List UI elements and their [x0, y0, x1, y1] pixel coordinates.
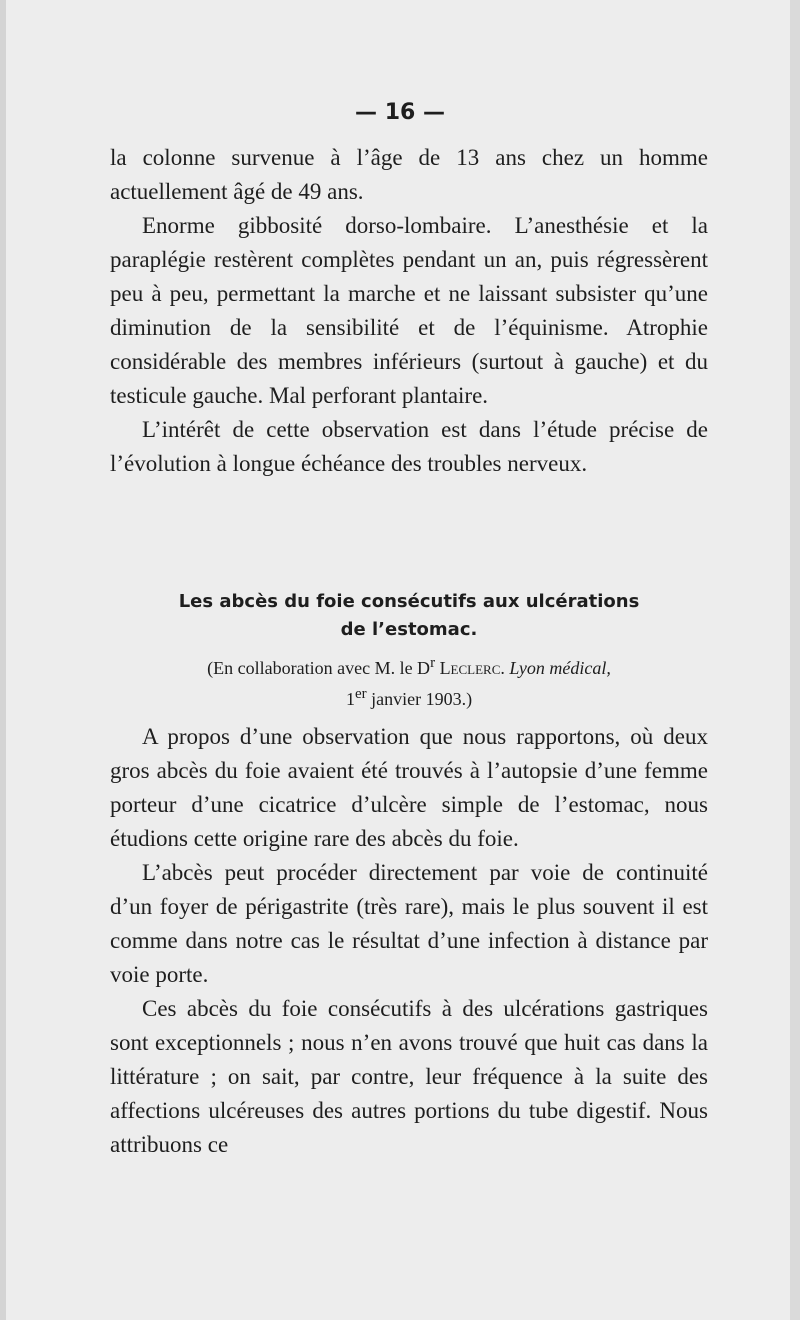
reference-citation	[110, 650, 708, 712]
page-number: — 16 —	[355, 100, 445, 125]
paragraph: L’intérêt de cette observation est dans l’étude précise de l’évolution à longue échéance des troubles nerveux.	[110, 417, 708, 476]
reference-day-sup: er	[354, 686, 367, 702]
reference-author: Leclerc	[439, 658, 501, 678]
text-block-bottom	[110, 720, 708, 1162]
paragraph: la colonne survenue à l’âge de 13 ans chez un homme actuellement âgé de 49 ans.	[110, 145, 708, 204]
section-title-line: Les abcès du foie consécutifs aux ulcérations	[178, 591, 640, 612]
reference-day: 1	[345, 689, 355, 709]
reference-sup: r	[430, 655, 436, 671]
section-title	[110, 588, 708, 644]
paragraph: Ces abcès du foie consécutifs à des ulcérations gastriques sont exceptionnels ; nous n’en avons trouvé que huit cas dans la littérature ; on sait, par contre, leur fréquence à la suite des affections ulcéreuses des autres portions du tube digestif. Nous attribuons ce	[110, 996, 708, 1157]
page-edge-left	[0, 0, 6, 1320]
section-title-line: de l’estomac.	[340, 619, 478, 640]
paragraph: Enorme gibbosité dorso-lombaire. L’anesthésie et la paraplégie restèrent complètes pendant un an, puis régressèrent peu à peu, permettant la marche et ne laissant subsister qu’une diminution de la sensibilité et de l’équinisme. Atrophie considérable des membres inférieurs (surtout à gauche) et du testicule gauche. Mal perforant plantaire.	[110, 213, 708, 408]
reference-journal: Lyon médical,	[509, 658, 611, 678]
paragraph: L’abcès peut procéder directement par voie de continuité d’un foyer de périgastrite (très rare), mais le plus souvent il est comme dans notre cas le résultat d’une infection à distance par voie porte.	[110, 860, 708, 987]
reference-prefix: (En collaboration avec M. le D	[207, 658, 431, 678]
page-edge-right	[790, 0, 800, 1320]
text-block-top	[110, 141, 708, 481]
reference-line-1: (En collaboration avec M. le $D^r$ Leclerc. Lyon médical,	[207, 655, 611, 678]
paragraph: A propos d’une observation que nous rapportons, où deux gros abcès du foie avaient été trouvés à l’autopsie d’une femme porteur d’une cicatrice d’ulcère simple de l’estomac, nous étudions cette origine rare des abcès du foie.	[110, 724, 708, 851]
reference-line-2	[110, 681, 708, 712]
reference-date: janvier 1903.)	[371, 689, 473, 709]
